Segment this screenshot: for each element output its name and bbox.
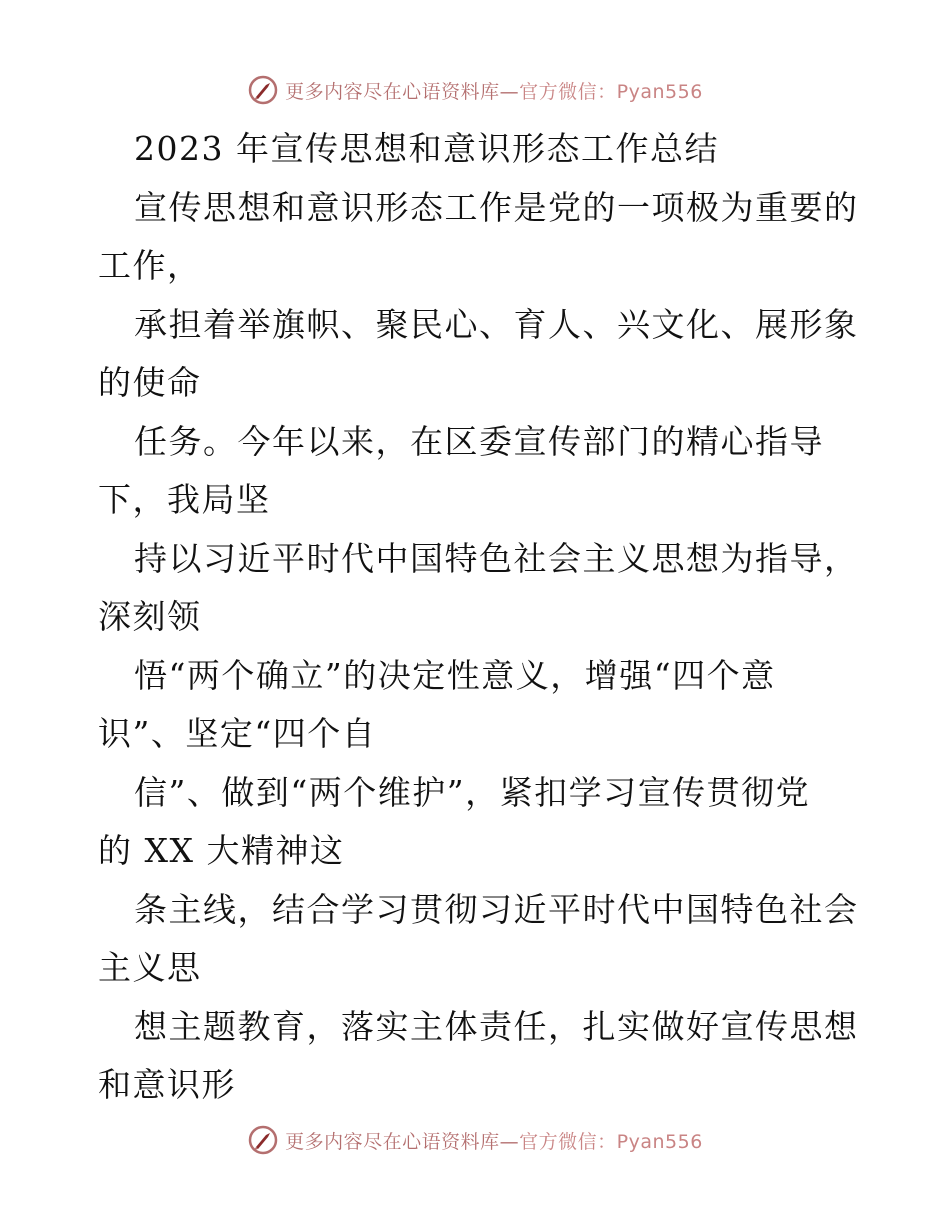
footer-watermark [0,1120,950,1160]
paragraph-line: 宣传思想和意识形态工作是党的一项极为重要的 [134,187,859,227]
pen-nib-logo-icon [247,1124,279,1156]
watermark-text: 更多内容尽在心语资料库 [285,1130,500,1153]
paragraph-line: 想主题教育，落实主体责任，扎实做好宣传思想 [134,1006,859,1046]
paragraph-line: 工作， [98,246,202,285]
document-title: 2023 年宣传思想和意识形态工作总结 [134,129,719,168]
paragraph-line: 信”、做到“两个维护”，紧扣学习宣传贯彻党 [134,772,811,812]
header-watermark [0,70,950,110]
paragraph-line: 的 XX 大精神这 [98,831,345,870]
paragraph-line: 悟“两个确立”的决定性意义，增强“四个意 [134,655,776,695]
paragraph-line: 识”、坚定“四个自 [98,714,377,753]
watermark-separator: — [499,80,520,103]
pen-nib-logo-icon [247,74,279,106]
paragraph-line: 和意识形 [98,1065,236,1104]
paragraph-line: 深刻领 [98,597,202,636]
paragraph-line: 主义思 [98,948,202,987]
paragraph-line: 承担着举旗帜、聚民心、育人、兴文化、展形象 [134,304,859,344]
paragraph-line: 持以习近平时代中国特色社会主义思想为指导， [134,538,859,578]
paragraph-line: 条主线，结合学习贯彻习近平时代中国特色社会 [134,889,859,929]
paragraph-line: 的使命 [98,363,202,402]
watermark-separator: — [499,1130,520,1153]
paragraph-line: 任务。今年以来，在区委宣传部门的精心指导 [134,421,824,461]
watermark-account: 官方微信：Pyan556 [519,1130,703,1153]
watermark-account: 官方微信：Pyan556 [519,80,703,103]
paragraph-line: 下，我局坚 [98,480,271,519]
document-body [98,120,858,1115]
watermark-text: 更多内容尽在心语资料库 [285,80,500,103]
